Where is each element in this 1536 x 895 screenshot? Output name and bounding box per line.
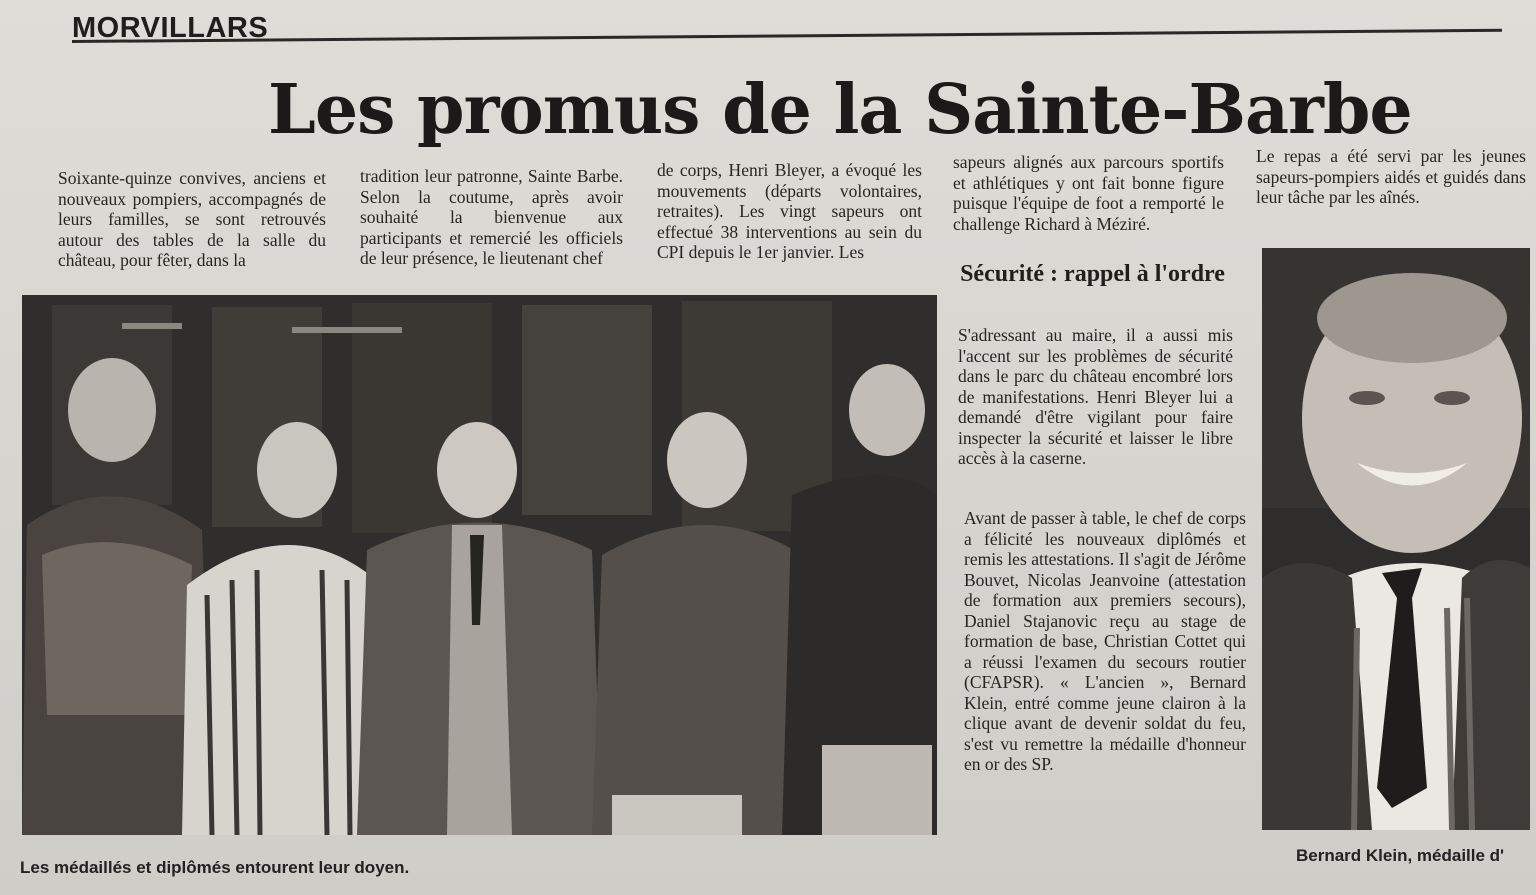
article-column-5 (1256, 146, 1526, 208)
group-photo-caption: Les médaillés et diplômés entourent leur doyen. (20, 858, 410, 877)
section-subheading: Sécurité : rappel à l'ordre (960, 261, 1225, 287)
article-column-4 (953, 152, 1224, 234)
article-column-7 (964, 508, 1246, 775)
column-4-text: sapeurs alignés aux parcours sportifs et athlétiques y ont fait bonne figure puisque l'équipe de foot a remporté le challenge Richard à Méziré. (953, 152, 1224, 234)
article-headline: Les promus de la Sainte-Barbe (268, 70, 1412, 150)
column-7-text: Avant de passer à table, le chef de corps a félicité les nouveaux diplômés et remis les attestations. Il s'agit de Jérôme Bouvet, Nicolas Jeanvoine (attestation de formation aux premiers secours), Daniel Stajanovic reçu au stage de formation de base, Christian Cottet qui a réussi l'examen du secours routier (CFAPSR). « L'ancien », Bernard Klein, entré comme jeune clairon à la clique avant de devenir soldat du feu, s'est vu remettre la médaille d'honneur en or des SP. (964, 508, 1246, 774)
portrait-photo-illustration (1262, 248, 1530, 830)
rubric-rule (72, 29, 1502, 43)
portrait-photo-caption: Bernard Klein, médaille d' (1296, 846, 1505, 865)
group-photo (22, 295, 937, 835)
column-2-text: tradition leur patronne, Sainte Barbe. Selon la coutume, après avoir souhaité la bienvenue aux participants et remercié les officiels de leur présence, le lieutenant chef (360, 166, 623, 268)
article-column-2 (360, 166, 623, 269)
column-5-text: Le repas a été servi par les jeunes sapeurs-pompiers aidés et guidés dans leur tâche par les aînés. (1256, 146, 1526, 207)
article-column-6 (958, 325, 1233, 469)
group-photo-illustration (22, 295, 937, 835)
column-3-text: de corps, Henri Bleyer, a évoqué les mouvements (départs volontaires, retraites). Les vingt sapeurs ont effectué 38 interventions au sein du CPI depuis le 1er janvier. Les (657, 160, 922, 262)
article-column-3 (657, 160, 922, 263)
article-column-1 (58, 168, 326, 271)
section-rubric: MORVILLARS (72, 12, 269, 44)
column-1-text: Soixante-quinze convives, anciens et nouveaux pompiers, accompagnés de leurs familles, se sont retrouvés autour des tables de la salle du château, pour fêter, dans la (58, 168, 326, 270)
column-6-text: S'adressant au maire, il a aussi mis l'accent sur les problèmes de sécurité dans le parc du château encombré lors de manifestations. Henri Bleyer lui a demandé d'être vigilant pour faire inspecter la sécurité et laisser le libre accès à la caserne. (958, 325, 1233, 468)
portrait-photo (1262, 248, 1530, 830)
